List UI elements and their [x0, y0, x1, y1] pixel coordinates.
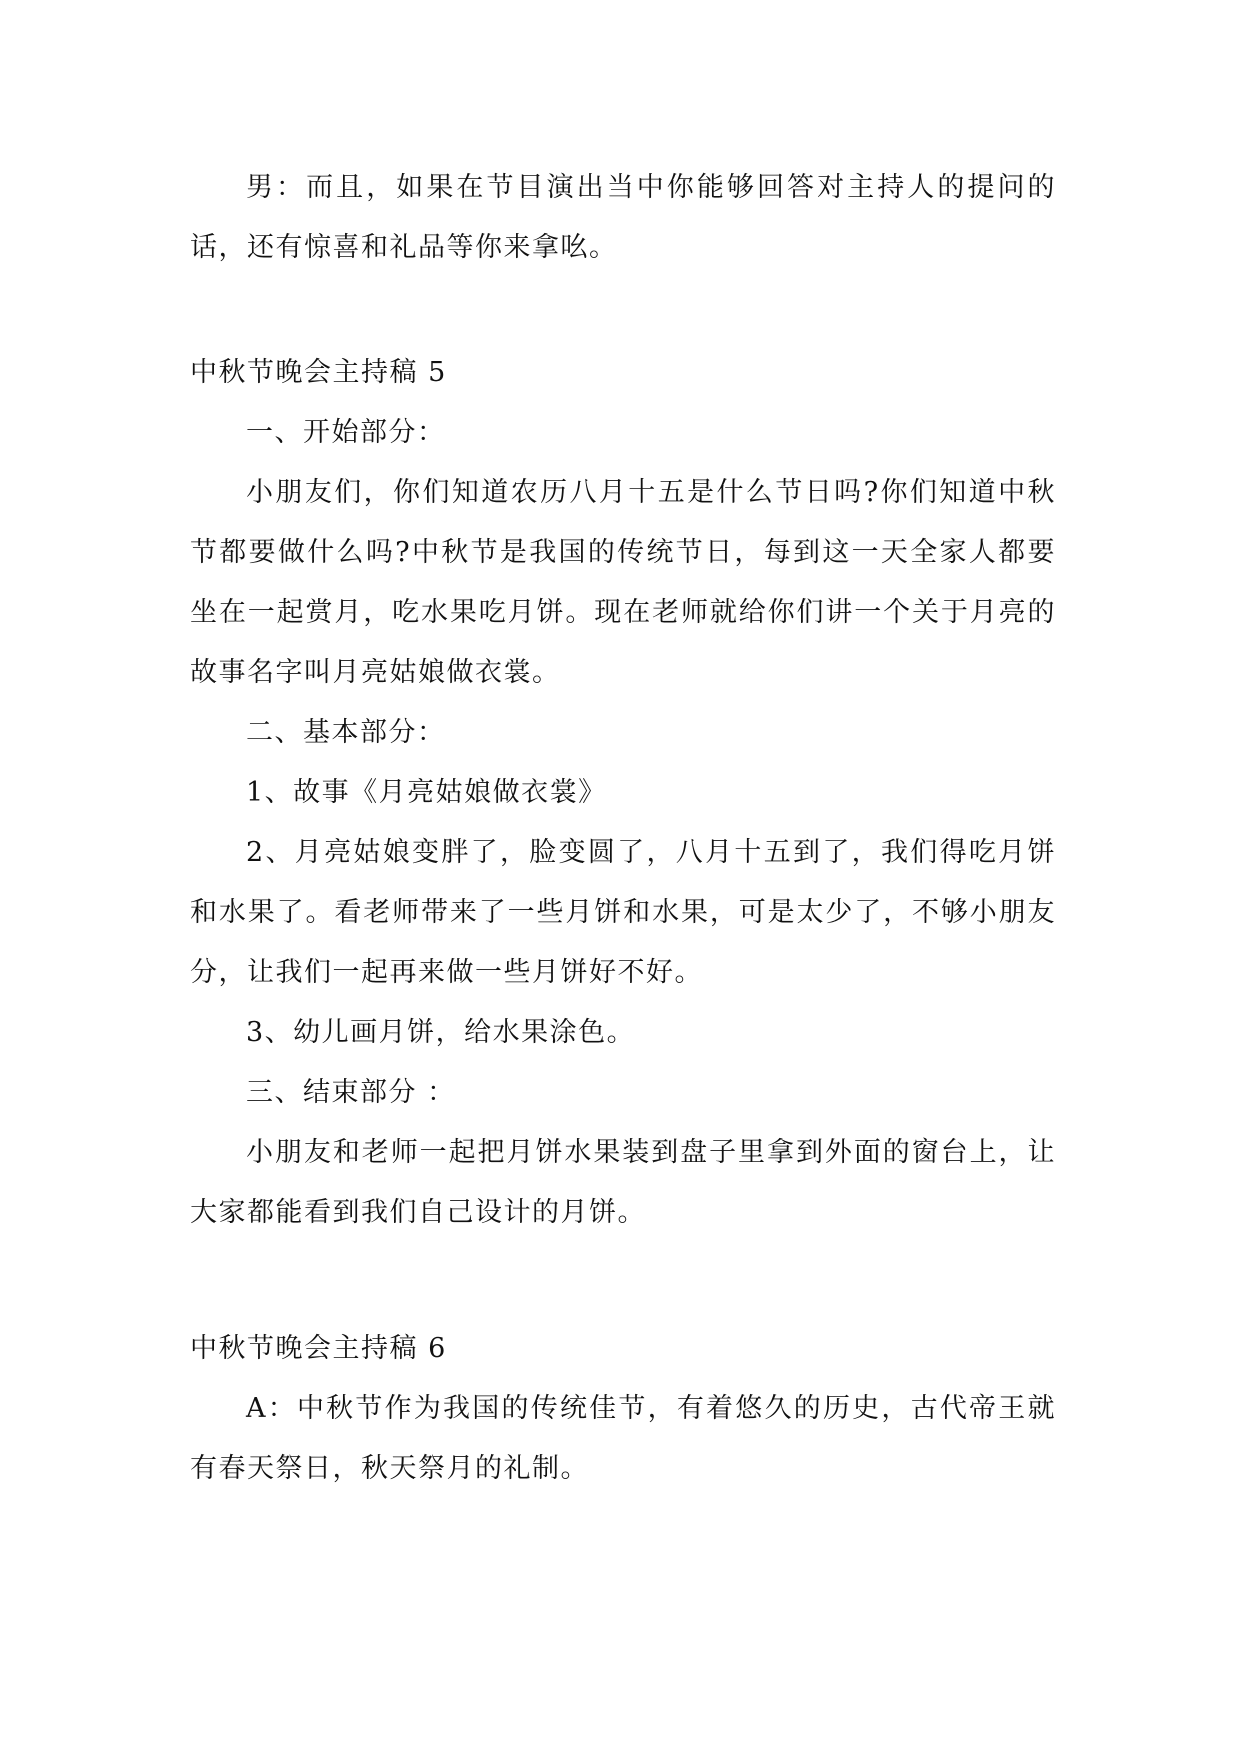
section-heading-5: 中秋节晚会主持稿 5	[190, 357, 447, 388]
paragraph-male-host-line: 男：而且，如果在节目演出当中你能够回答对主持人的提问的话，还有惊喜和礼品等你来拿吆。	[190, 172, 1056, 263]
document-body	[190, 158, 1056, 1499]
paragraph-part-one-title: 一、开始部分：	[246, 417, 446, 448]
paragraph-story-item: 1、故事《月亮姑娘做衣裳》	[246, 777, 607, 808]
paragraph-part-one-body: 小朋友们，你们知道农历八月十五是什么节日吗?你们知道中秋节都要做什么吗?中秋节是我国的传统节日，每到这一天全家人都要坐在一起赏月，吃水果吃月饼。现在老师就给你们讲一个关于月亮的故事名字叫月亮姑娘做衣裳。	[190, 477, 1056, 688]
paragraph-part-two-title: 二、基本部分：	[246, 717, 446, 748]
paragraph-host-a-line: A：中秋节作为我国的传统佳节，有着悠久的历史，古代帝王就有春天祭日，秋天祭月的礼制。	[190, 1393, 1056, 1484]
section-heading-6: 中秋节晚会主持稿 6	[190, 1333, 447, 1364]
paragraph-mooncake-item: 2、月亮姑娘变胖了，脸变圆了，八月十五到了，我们得吃月饼和水果了。看老师带来了一些月饼和水果，可是太少了，不够小朋友分，让我们一起再来做一些月饼好不好。	[190, 837, 1056, 988]
paragraph-part-three-body: 小朋友和老师一起把月饼水果装到盘子里拿到外面的窗台上，让大家都能看到我们自己设计的月饼。	[190, 1137, 1056, 1228]
paragraph-drawing-item: 3、幼儿画月饼，给水果涂色。	[246, 1017, 636, 1048]
paragraph-part-three-title: 三、结束部分 ：	[246, 1077, 456, 1108]
